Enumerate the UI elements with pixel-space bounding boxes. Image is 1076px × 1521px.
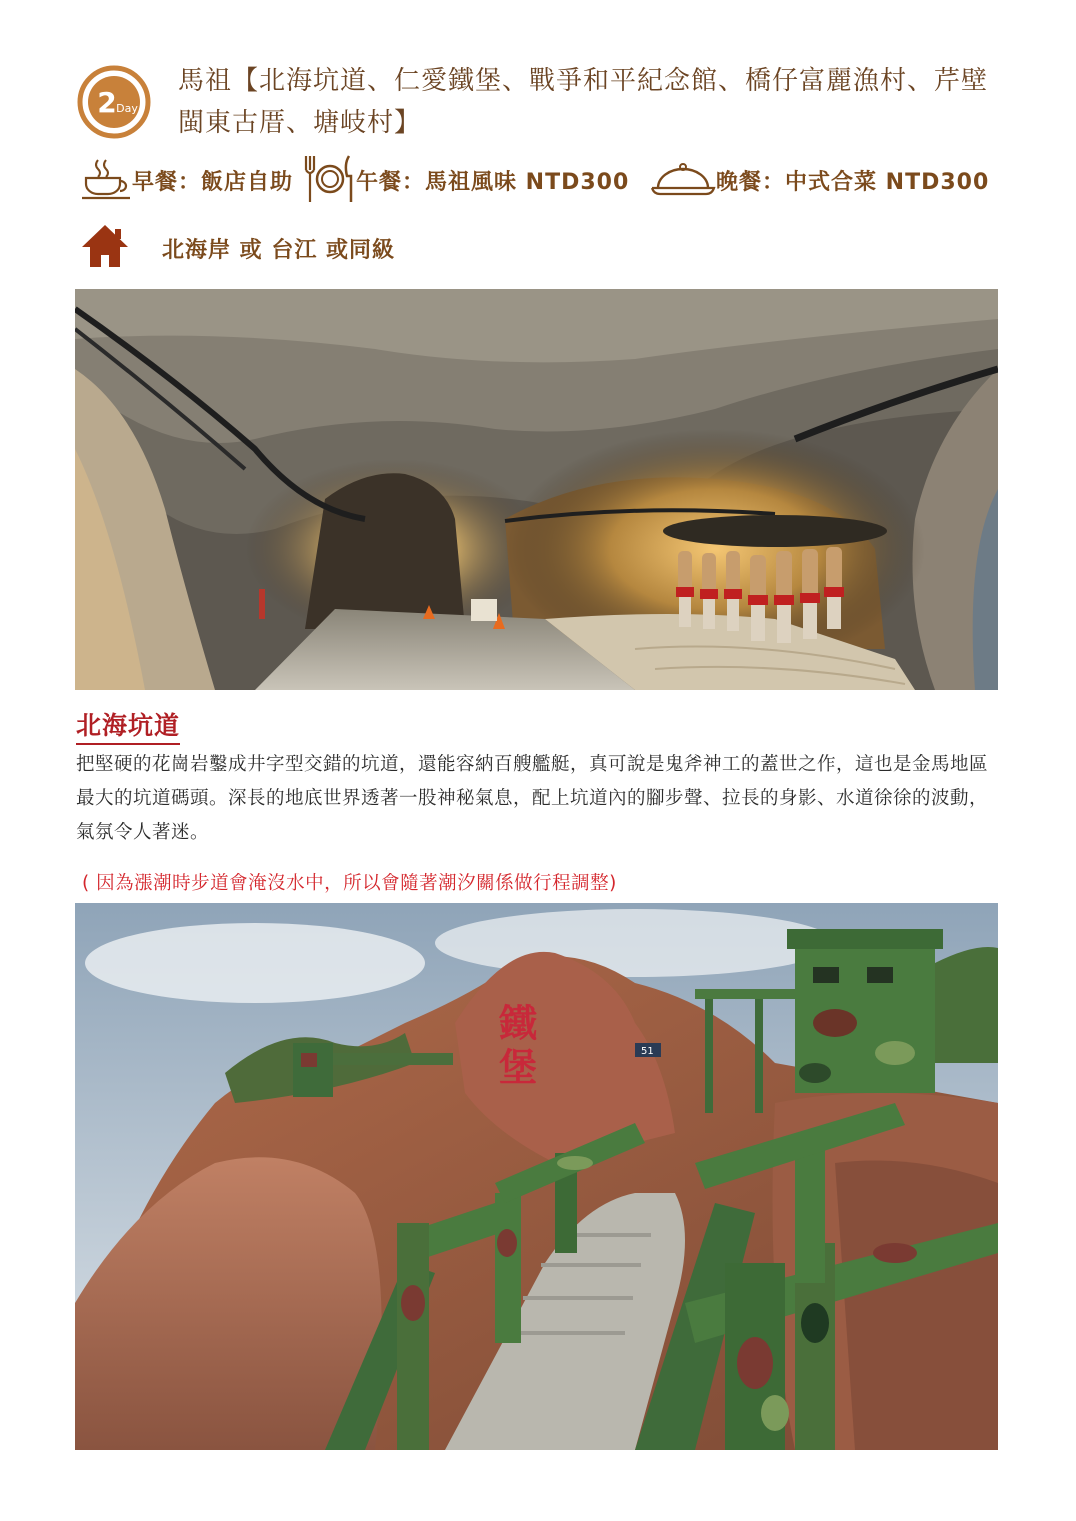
hotel-text: 北海岸 或 台江 或同級 — [162, 237, 395, 263]
dinner-text: 晚餐：中式合菜 NTD300 — [716, 169, 990, 195]
coffee-cup-icon — [80, 156, 132, 204]
section-heading: 北海坑道 — [76, 706, 180, 745]
lunch — [302, 152, 629, 208]
tower-number-plate: 51 — [641, 1046, 654, 1057]
breakfast — [80, 152, 293, 208]
plate-fork-knife-icon — [302, 152, 356, 208]
beihai-tunnel-photo — [75, 289, 998, 690]
cloche-icon — [650, 158, 716, 202]
house-icon — [80, 223, 130, 273]
section-note: ( 因為漲潮時步道會淹沒水中，所以會隨著潮汐關係做行程調整) — [82, 873, 617, 894]
day-number: 2 — [97, 86, 117, 119]
day-title: 馬祖【北海坑道、仁愛鐵堡、戰爭和平紀念館、橋仔富麗漁村、芹壁閩東古厝、塘岐村】 — [178, 66, 989, 138]
hotel-row — [80, 222, 395, 274]
section-body: 把堅硬的花崗岩鑿成井字型交錯的坑道，還能容納百艘艦艇，真可說是鬼斧神工的蓋世之作，這也是金馬地區最大的坑道碼頭。深長的地底世界透著一股神秘氣息，配上坑道內的腳步聲、拉長的身影、水道徐徐的波動，氣氛令人著迷。 — [76, 754, 989, 843]
iron-fort-sign: 鐵堡 — [492, 1003, 538, 1091]
iron-fort-photo — [75, 903, 998, 1450]
day-badge — [76, 64, 152, 140]
dinner — [650, 152, 989, 208]
meals-row — [80, 152, 1020, 208]
breakfast-text: 早餐：飯店自助 — [132, 169, 294, 195]
guard-tower — [787, 929, 943, 1093]
lunch-text: 午餐：馬祖風味 NTD300 — [356, 169, 630, 195]
day-unit: Day — [116, 102, 138, 115]
